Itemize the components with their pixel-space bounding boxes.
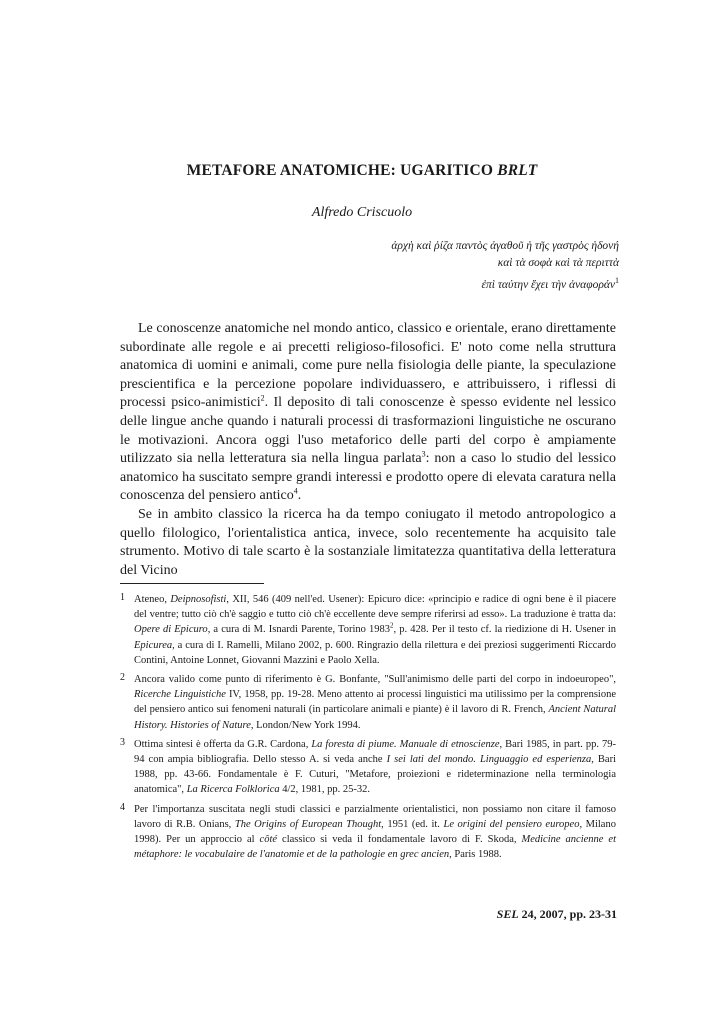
- footnotes: [120, 592, 616, 866]
- footnote-2: 2 Ancora valido come punto di riferimento è G. Bonfante, "Sull'animismo delle parti del corpo in indoeuropeo", Ricerche Linguistiche IV, 1958, pp. 19-28. Meno attento ai processi linguistici ma utilissimo per la comprensione del pensiero antico sui fenomeni naturali (in particolare animali e piante) è il lavoro di R. French, Ancient Natural History. Histories of Nature, London/New York 1994.: [120, 672, 617, 731]
- footnote-separator: [120, 583, 264, 584]
- footnote-number: 4: [120, 801, 125, 813]
- journal-volume: 24, 2007, pp. 23-31: [518, 907, 617, 921]
- epigraph: [391, 238, 619, 294]
- footnote-number: 2: [120, 672, 125, 684]
- epigraph-line: ἐπὶ ταύτην ἔχει τὴν ἀναφοράν$^1$: [481, 276, 619, 291]
- body-text: [120, 320, 616, 580]
- journal-name: SEL: [496, 907, 519, 921]
- journal-citation: [497, 907, 617, 922]
- footnote-number: 1: [120, 592, 125, 603]
- title-main: METAFORE ANATOMICHE: UGARITICO: [186, 162, 498, 179]
- footnote-4: 4 Per l'importanza suscitata negli studi classici e parzialmente orientalistici, non possiamo non citare il famoso lavoro di R.B. Onians, The Origins of European Thought, 1951 (ed. it. Le origini del pensiero europeo, Milano 1998). Per un approccio al côté classico si veda il fondamentale lavoro di F. Skoda, Medicine ancienne et métaphore: le vocabulaire de l'anatomie et de la pathologie en grec ancien, Paris 1988.: [120, 801, 617, 861]
- footnote-mark: 3: [421, 449, 426, 459]
- footnote-number: 3: [120, 736, 125, 748]
- article-title: [0, 162, 724, 180]
- footnote-3: 3 Ottima sintesi è offerta da G.R. Cardona, La foresta di piume. Manuale di etnoscienze, Bari 1985, in part. pp. 79-94 con ampia bibliografia. Dello stesso A. si veda anche I sei lati del mondo. Linguaggio ed esperienza, Bari 1988, pp. 43-66. Fondamentale è F. Cuturi, "Metafore, proiezioni e rideterminazione nella terminologia anatomica", La Ricerca Folklorica 4/2, 1981, pp. 25-32.: [120, 736, 616, 796]
- footnote-mark: 1: [615, 276, 619, 285]
- paragraph: Le conoscenze anatomiche nel mondo antico, classico e orientale, erano direttamente subordinate alle regole e ai precetti religioso-filosofici. E' noto come nella struttura anatomica di uomini e animali, come pure nella fisiologia delle piante, la speculazione prescientifica e la percezione popolare individuassero, e attribuissero, i riflessi di processi psico-animistici$^2$. Il deposito di tali conoscenze è spesso evidente nel lessico delle lingue anche quando i naturali processi di trasformazioni linguistiche ne oscurano le motivazioni. Ancora oggi l'uso metaforico delle parti del corpo è ampiamente utilizzato sia nella letteratura sia nella lingua parlata$^3$: non a caso lo studio del lessico anatomico ha suscitato sempre grandi interessi e prodotto opere di elevata caratura nella conoscenza del pensiero antico$^4$.: [120, 321, 616, 504]
- footnote-mark: 2: [260, 393, 265, 403]
- epigraph-line: ἀρχὴ καὶ ῥίζα παντὸς ἀγαθοῦ ἡ τῆς γαστρὸς ἡδονή: [391, 240, 619, 252]
- epigraph-line: καὶ τὰ σοφὰ καὶ τὰ περιττὰ: [497, 257, 619, 269]
- footnote-1: 1 Ateneo, Deipnosofisti, XII, 546 (409 nell'ed. Usener): Epicuro dice: «principio e radice di ogni bene è il piacere del ventre; tutto ciò ch'è saggio e tutto ciò ch'è eccellente deve sempre riferirsi ad esso». La traduzione è tratta da: Opere di Epicuro, a cura di M. Isnardi Parente, Torino 1983$^2$, p. 428. Per il testo cf. la riedizione di H. Usener in Epicurea, a cura di I. Ramelli, Milano 2002, p. 600. Ringrazio della rilettura e dei preziosi suggerimenti Riccardo Contini, Antoine Lonnet, Giovanni Mazzini e Paolo Xella.: [120, 592, 617, 666]
- footnote-mark: 4: [293, 486, 298, 496]
- title-italic: BRLT: [497, 162, 538, 179]
- paragraph: Se in ambito classico la ricerca ha da tempo coniugato il metodo antropologico a quello filologico, l'orientalistica antica, invece, solo recentemente ha acquisito tale strumento. Motivo di tale scarto è la sostanziale limitatezza quantitativa della letteratura del Vicino: [120, 506, 616, 578]
- author-name: Alfredo Criscuolo: [311, 205, 413, 220]
